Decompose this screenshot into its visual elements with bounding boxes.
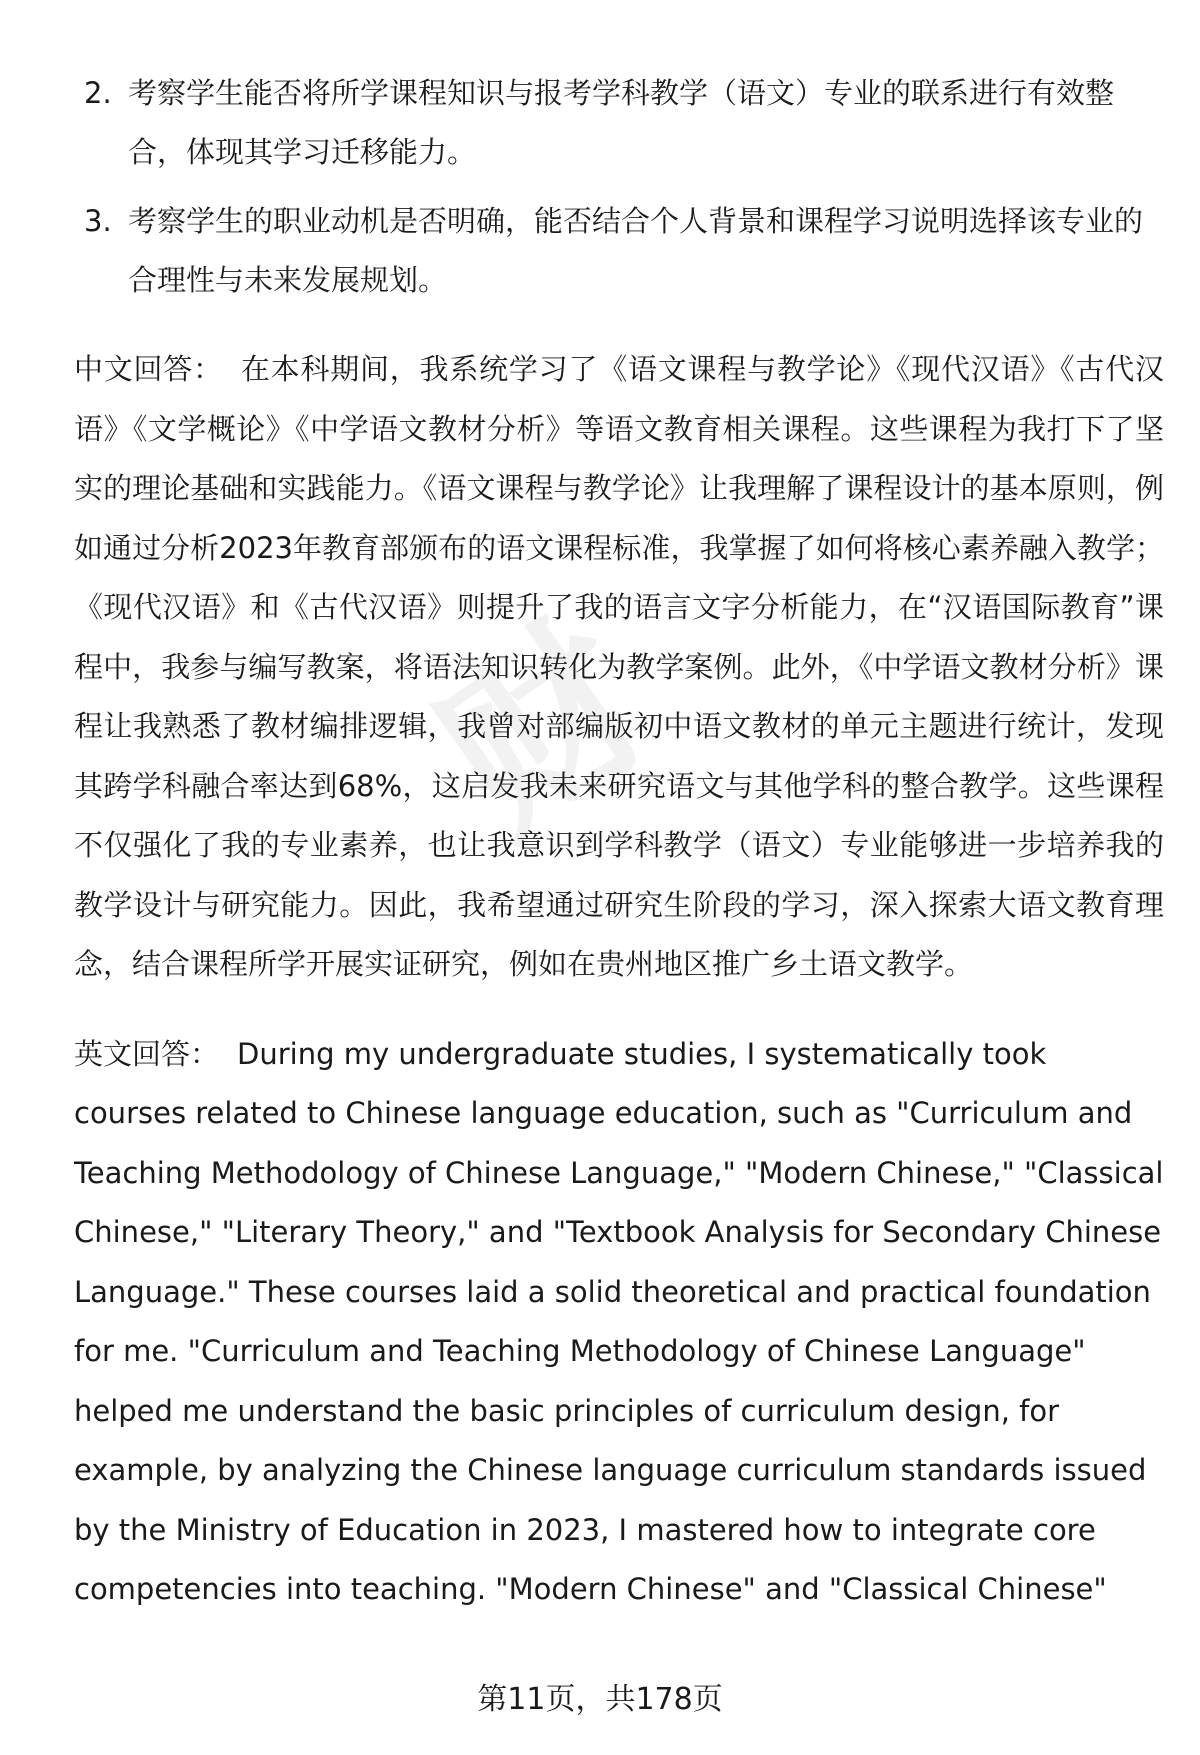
list-item-text: 考察学生能否将所学课程知识与报考学科教学（语文）专业的联系进行有效整合，体现其学习迁移能力。 — [128, 76, 1115, 169]
english-answer-paragraph — [74, 1025, 1164, 1620]
list-item-number: 3. — [84, 204, 112, 238]
list-item-text: 考察学生的职业动机是否明确，能否结合个人背景和课程学习说明选择该专业的合理性与未来发展规划。 — [128, 204, 1144, 297]
watermark: 财 — [402, 585, 686, 876]
document-page — [74, 64, 1164, 1620]
list-item — [74, 64, 1164, 182]
chinese-answer-text: 在本科期间，我系统学习了《语文课程与教学论》《现代汉语》《古代汉语》《文学概论》《中学语文教材分析》等语文教育相关课程。这些课程为我打下了坚实的理论基础和实践能力。《语文课程与教学论》让我理解了课程设计的基本原则，例如通过分析2023年教育部颁布的语文课程标准，我掌握了如何将核心素养融入教学；《现代汉语》和《古代汉语》则提升了我的语言文字分析能力，在“汉语国际教育”课程中，我参与编写教案，将语法知识转化为教学案例。此外，《中学语文教材分析》课程让我熟悉了教材编排逻辑，我曾对部编版初中语文教材的单元主题进行统计，发现其跨学科融合率达到68%，这启发我未来研究语文与其他学科的整合教学。这些课程不仅强化了我的专业素养，也让我意识到学科教学（语文）专业能够进一步培养我的教学设计与研究能力。因此，我希望通过研究生阶段的学习，深入探索大语文教育理念，结合课程所学开展实证研究，例如在贵州地区推广乡土语文教学。 — [74, 352, 1164, 981]
english-answer-label: 英文回答： — [74, 1036, 220, 1071]
english-answer-text: During my undergraduate studies, I systematically took courses related to Chinese language education, such as "Curriculum and Teaching Methodology of Chinese Language," "Modern Chinese," "Classical Chinese," "Literary Theory," and "Textbook Analysis for Secondary Chinese Language." These courses laid a solid theoretical and practical foundation for me. "Curriculum and Teaching Methodology of Chinese Language" helped me understand the basic principles of curriculum design, for example, by analyzing the Chinese language curriculum standards issued by the Ministry of Education in 2023, I mastered how to integrate core competencies into teaching. "Modern Chinese" and "Classical Chinese" — [74, 1036, 1164, 1606]
list-item-number: 2. — [84, 76, 112, 110]
criteria-list — [74, 64, 1164, 310]
page-footer: 第11页，共178页 — [477, 1682, 723, 1717]
chinese-answer-paragraph — [74, 340, 1164, 995]
list-item — [74, 192, 1164, 310]
chinese-answer-label: 中文回答： — [74, 352, 223, 386]
